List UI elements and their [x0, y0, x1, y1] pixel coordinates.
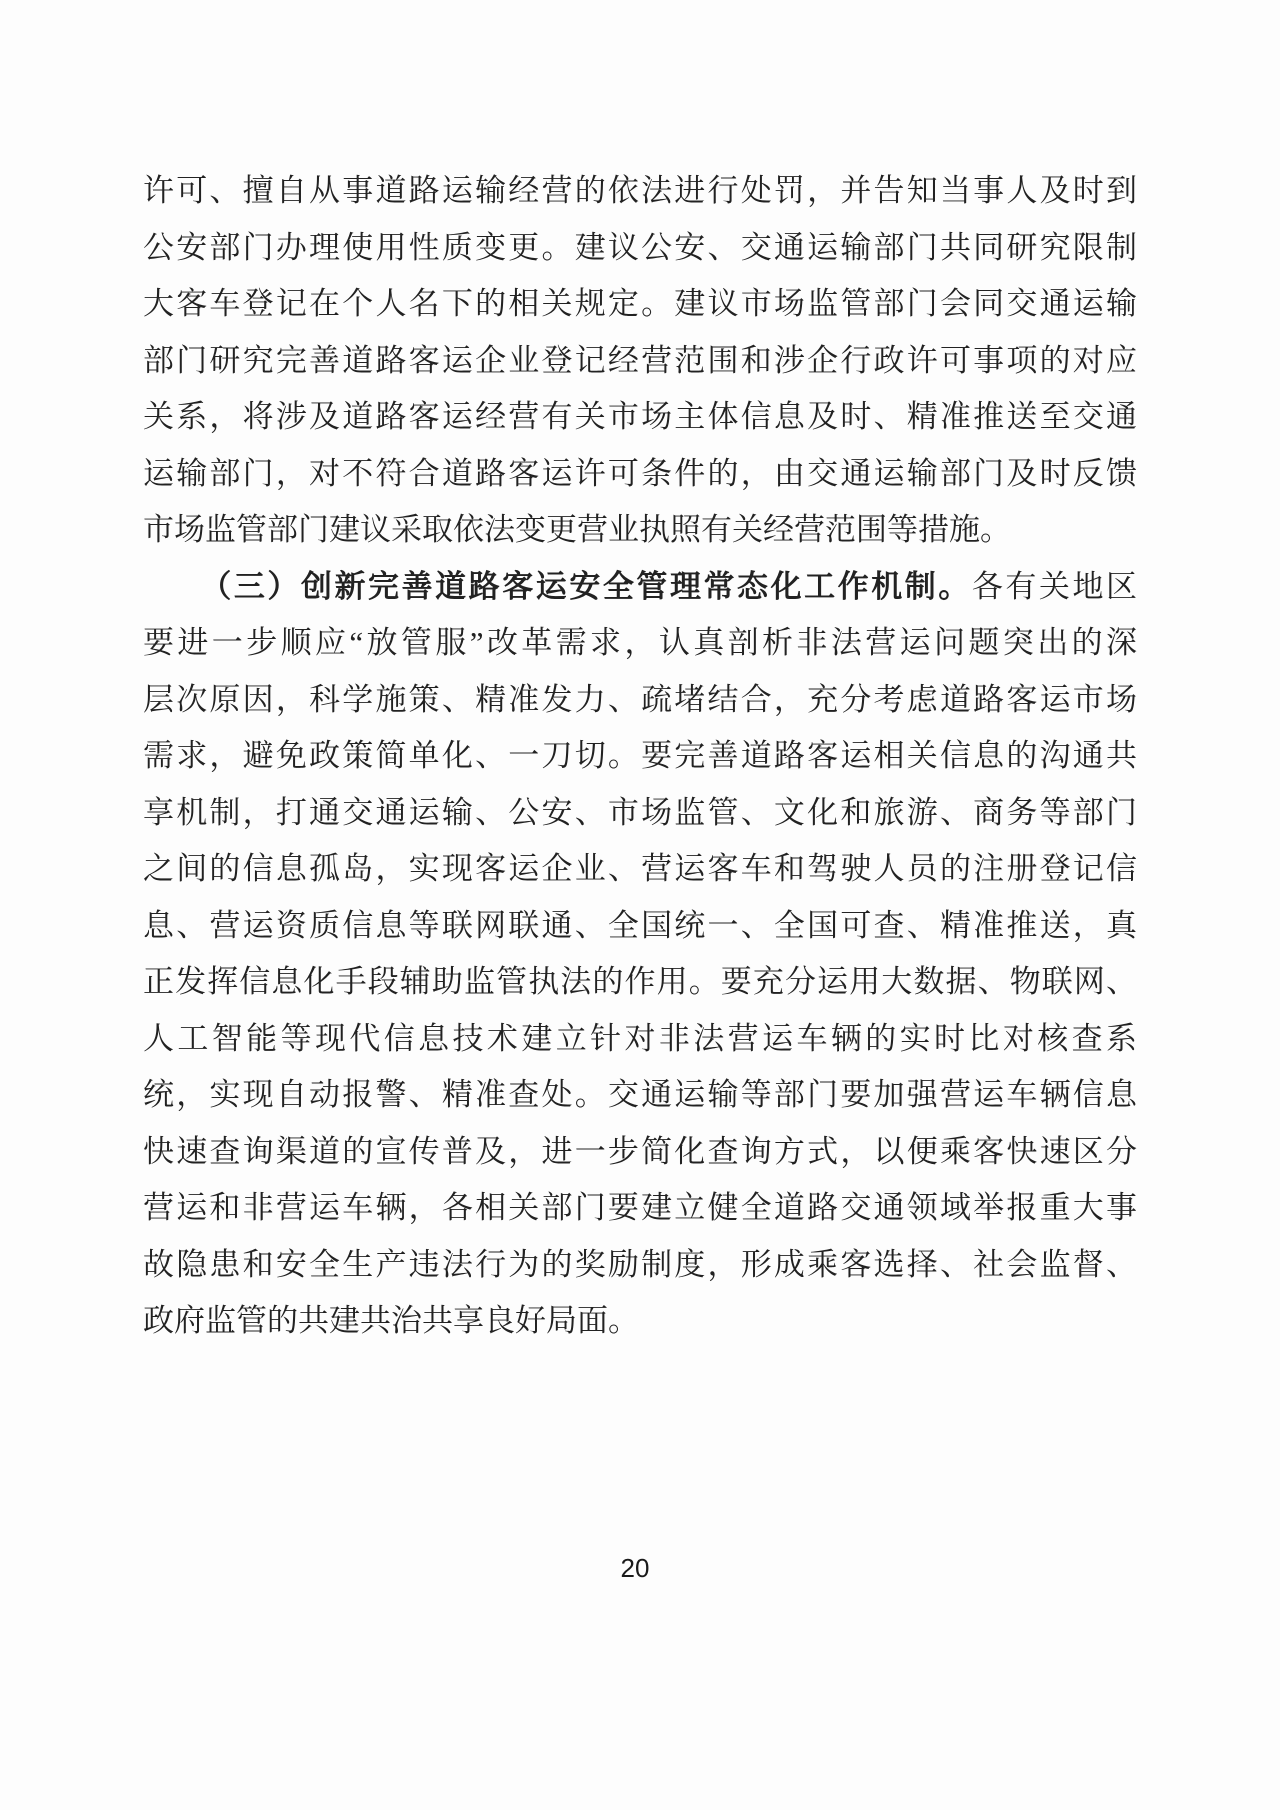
- text-line: 大客车登记在个人名下的相关规定。建议市场监管部门会同交通运输: [143, 286, 1137, 321]
- section-heading-tail: 各有关地区: [971, 568, 1137, 604]
- text-line: 统，实现自动报警、精准查处。交通运输等部门要加强营运车辆信息: [143, 1077, 1137, 1112]
- text-line: 正发挥信息化手段辅助监管执法的作用。要充分运用大数据、物联网、: [143, 964, 1137, 999]
- text-line: 许可、擅自从事道路运输经营的依法进行处罚，并告知当事人及时到: [143, 173, 1137, 208]
- text-line: 公安部门办理使用性质变更。建议公安、交通运输部门共同研究限制: [143, 229, 1137, 265]
- page-number: 20: [620, 1553, 650, 1583]
- text-line: 营运和非营运车辆，各相关部门要建立健全道路交通领域举报重大事: [143, 1190, 1137, 1225]
- text-line: 快速查询渠道的宣传普及，进一步简化查询方式，以便乘客快速区分: [143, 1133, 1137, 1169]
- section-heading-line: [143, 559, 1137, 616]
- page-text: [143, 163, 1137, 1350]
- text-line: 享机制，打通交通运输、公安、市场监管、文化和旅游、商务等部门: [143, 794, 1137, 830]
- text-line: 政府监管的共建共治共享良好局面。: [143, 1303, 639, 1338]
- text-line: 人工智能等现代信息技术建立针对非法营运车辆的实时比对核查系: [143, 1020, 1137, 1056]
- text-line: 关系，将涉及道路客运经营有关市场主体信息及时、精准推送至交通: [143, 399, 1137, 434]
- text-line: 之间的信息孤岛，实现客运企业、营运客车和驾驶人员的注册登记信: [143, 851, 1137, 886]
- section-body: [143, 615, 1137, 1350]
- text-line: 部门研究完善道路客运企业登记经营范围和涉企行政许可事项的对应: [143, 342, 1137, 378]
- text-line: 故隐患和安全生产违法行为的奖励制度，形成乘客选择、社会监督、: [143, 1246, 1137, 1282]
- section-heading-bold: （三）创新完善道路客运安全管理常态化工作机制。: [200, 568, 972, 604]
- text-line: 层次原因，科学施策、精准发力、疏堵结合，充分考虑道路客运市场: [143, 681, 1137, 717]
- text-line: 要进一步顺应“放管服”改革需求，认真剖析非法营运问题突出的深: [143, 625, 1137, 660]
- text-line: 运输部门，对不符合道路客运许可条件的，由交通运输部门及时反馈: [143, 455, 1137, 491]
- paragraph-continuation: [143, 163, 1137, 559]
- text-line: 市场监管部门建议采取依法变更营业执照有关经营范围等措施。: [143, 512, 1011, 547]
- text-line: 息、营运资质信息等联网联通、全国统一、全国可查、精准推送，真: [143, 907, 1137, 943]
- text-line: 需求，避免政策简单化、一刀切。要完善道路客运相关信息的沟通共: [143, 738, 1137, 773]
